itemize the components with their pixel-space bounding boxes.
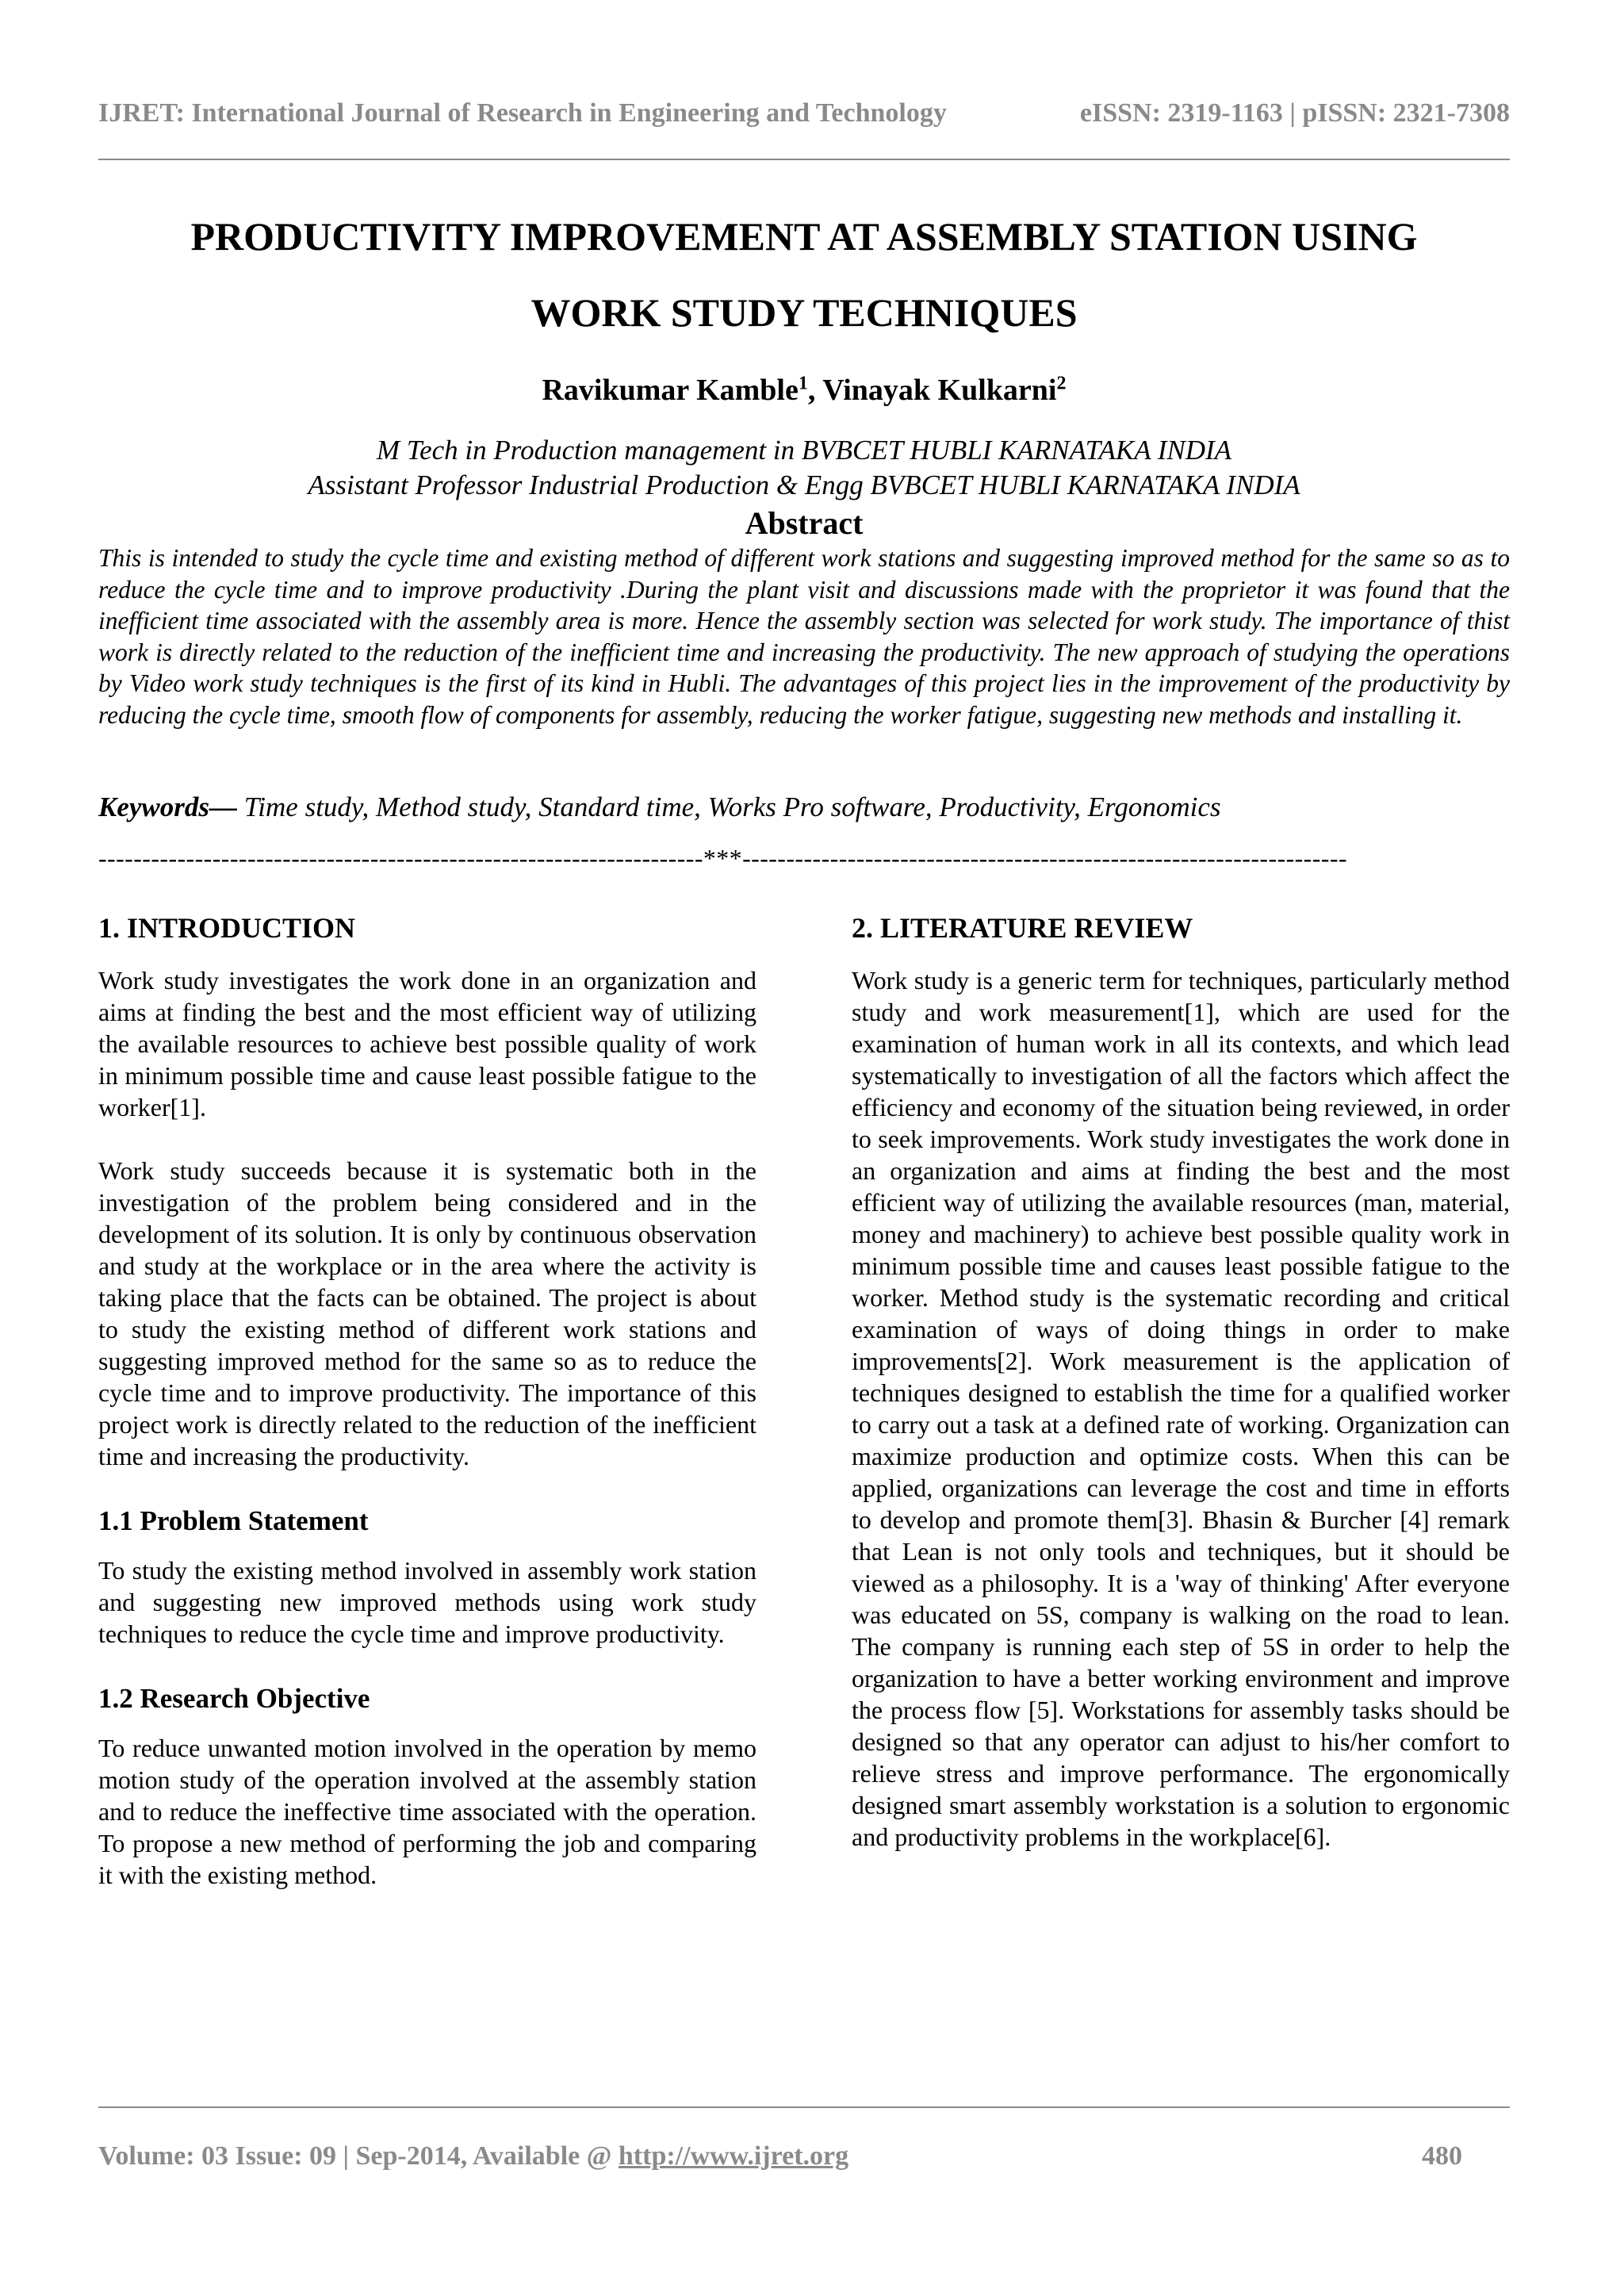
author-2: Vinayak Kulkarni (822, 374, 1057, 407)
journal-website-link[interactable]: http://www.ijret.org (618, 2141, 849, 2171)
section-separator: ---------------------------------------------------------------------***--------------------------------------------------------------------- (98, 844, 1347, 872)
problem-statement-heading: 1.1 Problem Statement (98, 1505, 369, 1536)
title-line-1: PRODUCTIVITY IMPROVEMENT AT ASSEMBLY STATION USING (190, 214, 1418, 259)
header-divider (98, 159, 1510, 160)
introduction-paragraph-2: Work study succeeds because it is systematic both in the investigation of the problem being considered and in the development of its solution. It is only by continuous observation and study at the workplace or in the area where the activity is taking place that the facts can be obtained. The project is about to study the existing method of different work stations and suggesting improved method for the same so as to reduce the cycle time and to improve productivity. The importance of this project work is directly related to the reduction of the inefficient time and increasing the productivity. (98, 1156, 756, 1470)
introduction-paragraph-1: Work study investigates the work done in an organization and aims at finding the best and the most efficient way of utilizing the available resources to achieve best possible quality of work in minimum possible time and cause least possible fatigue to the worker[1]. (98, 966, 756, 1121)
author-1: Ravikumar Kamble (542, 374, 799, 407)
footer-divider (98, 2106, 1510, 2108)
literature-review-heading: 2. LITERATURE REVIEW (852, 912, 1193, 944)
author-2-affil-mark: 2 (1056, 373, 1067, 394)
affiliation-1: M Tech in Production management in BVBCET HUBLI KARNATAKA INDIA (376, 435, 1232, 466)
literature-review-paragraph: Work study is a generic term for techniques, particularly method study and work measurement[1], which are used for the examination of human work in all its contexts, and which lead systematically to investigation of all the factors which affect the efficiency and economy of the situation being reviewed, in order to seek improvements. Work study investigates the work done in an organization and aims at finding the best and the most efficient way of utilizing the available resources (man, material, money and machinery) to achieve best possible quality work in minimum possible time and causes least possible fatigue to the worker. Method study is the systematic recording and critical examination of ways of doing things in order to make improvements[2]. Work measurement is the application of techniques designed to establish the time for a qualified worker to carry out a task at a defined rate of working. Organization can maximize production and optimize costs. When this can be applied, organizations can leverage the cost and time in efforts to develop and promote them[3]. Bhasin & Burcher [4] remark that Lean is not only tools and techniques, but it should be viewed as a philosophy. It is a 'way of thinking' After everyone was educated on 5S, company is walking on the road to lean. The company is running each step of 5S in order to help the organization to have a better working environment and improve the process flow [5]. Workstations for assembly tasks should be designed so that any operator can adjust to his/her comfort to relieve stress and improve performance. The ergonomically designed smart assembly workstation is a solution to ergonomic and productivity problems in the workplace[6]. (852, 966, 1510, 1851)
right-column (852, 912, 1510, 1853)
keywords-label: Keywords— (98, 792, 237, 822)
page-number: 480 (1422, 2141, 1462, 2171)
abstract-body: This is intended to study the cycle time and existing method of different work stations and suggesting improved method for the same so as to reduce the cycle time and to improve productivity .During the plant visit and discussions made with the proprietor it was found that the inefficient time associated with the assembly area is more. Hence the assembly section was selected for work study. The importance of thist work is directly related to the reduction of the inefficient time and increasing the productivity. The new approach of studying the operations by Video work study techniques is the first of its kind in Hubli. The advantages of this project lies in the improvement of the productivity by reducing the cycle time, smooth flow of components for assembly, reducing the worker fatigue, suggesting new methods and installing it. (98, 544, 1510, 729)
title-line-2: WORK STUDY TECHNIQUES (530, 290, 1078, 335)
problem-statement-paragraph: To study the existing method involved in assembly work station and suggesting new improved methods using work study techniques to reduce the cycle time and improve productivity. (98, 1556, 756, 1648)
affiliation-2: Assistant Professor Industrial Production & Engg BVBCET HUBLI KARNATAKA INDIA (308, 470, 1300, 500)
abstract-heading: Abstract (745, 505, 864, 541)
journal-name: IJRET: International Journal of Research in Engineering and Technology (98, 98, 947, 128)
footer-text: Volume: 03 Issue: 09 | Sep-2014, Available @ (98, 2141, 619, 2171)
author-1-affil-mark: 1 (798, 373, 808, 394)
footer-volume-info (98, 2141, 848, 2171)
author-separator: , (807, 374, 823, 407)
introduction-heading: 1. INTRODUCTION (98, 912, 356, 944)
keywords (98, 792, 1510, 823)
paper-title (98, 198, 1510, 351)
author-list (98, 373, 1510, 408)
issn-info: eISSN: 2319-1163 | pISSN: 2321-7308 (1079, 98, 1510, 128)
research-objective-heading: 1.2 Research Objective (98, 1683, 370, 1714)
left-column (98, 912, 756, 1891)
research-objective-paragraph: To reduce unwanted motion involved in the operation by memo motion study of the operation involved at the assembly station and to reduce the ineffective time associated with the operation. To propose a new method of performing the job and comparing it with the existing method. (98, 1734, 756, 1889)
running-header (98, 98, 1510, 133)
keywords-text: Time study, Method study, Standard time, Works Pro software, Productivity, Ergonomics (237, 792, 1221, 822)
